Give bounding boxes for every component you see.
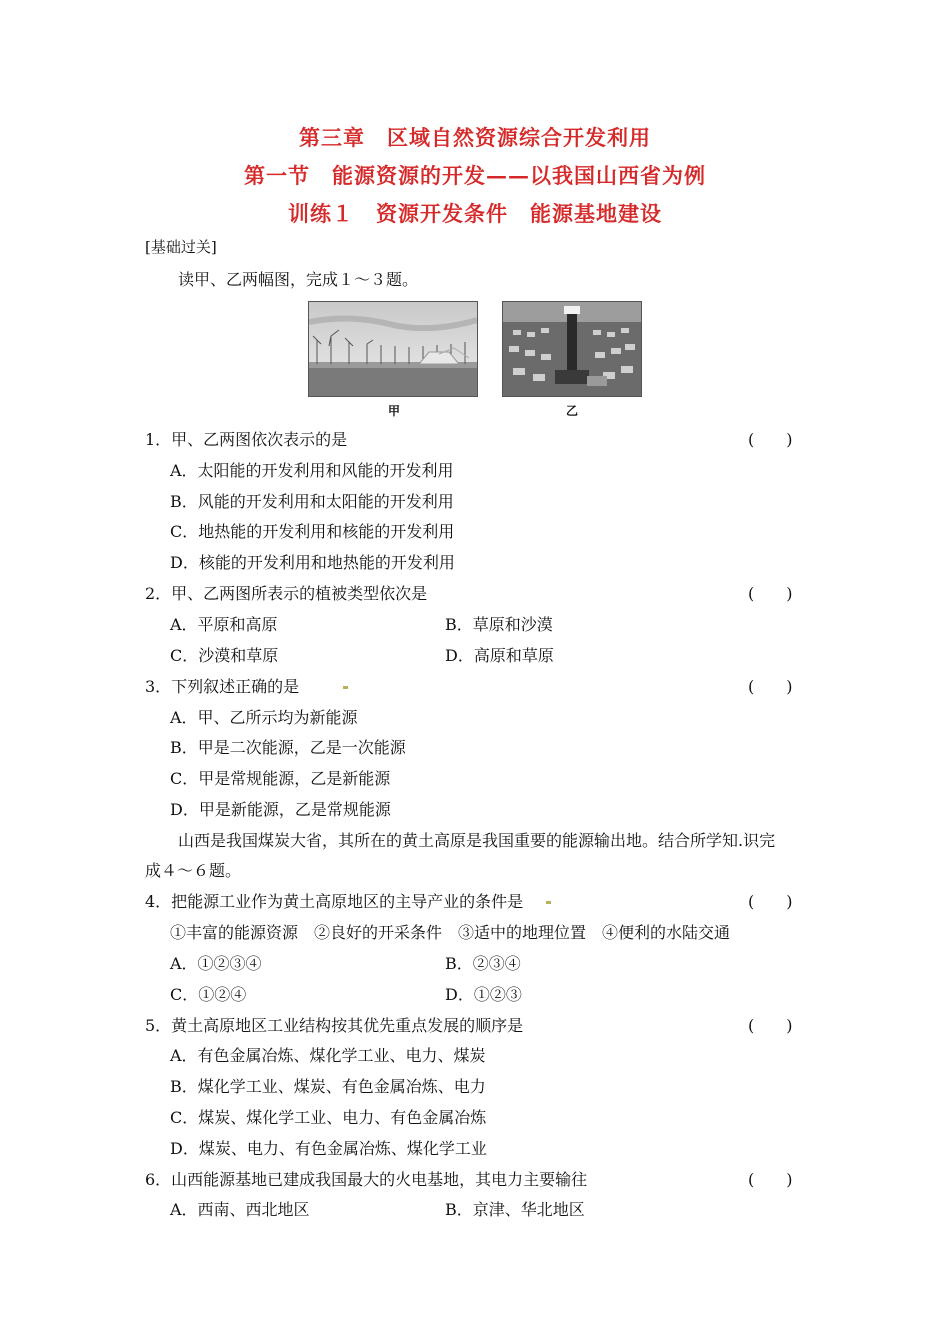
solar-tower-photo [502,301,642,397]
q3-stem: 3．下列叙述正确的是 [145,677,300,696]
intro-1: 读甲、乙两幅图，完成１～３题。 [178,270,419,289]
q5-option-d: D．煤炭、电力、有色金属冶炼、煤化学工业 [170,1139,487,1158]
q6-option-b: B．京津、华北地区 [445,1200,585,1219]
ink-mark [343,686,348,689]
q2-answer-blank: ( ) [748,584,793,603]
q1-option-b: B．风能的开发利用和太阳能的开发利用 [170,492,454,511]
q4-option-d: D．①②③ [445,985,522,1004]
q2-option-c: C．沙漠和草原 [170,646,279,665]
q3-option-c: C．甲是常规能源，乙是新能源 [170,769,391,788]
q2-stem: 2．甲、乙两图所表示的植被类型依次是 [145,584,428,603]
q6-answer-blank: ( ) [748,1170,793,1189]
q1-option-d: D．核能的开发利用和地热能的开发利用 [170,553,455,572]
q1-answer-blank: ( ) [748,430,793,449]
q2-option-a: A．平原和高原 [170,615,278,634]
q4-conditions: ①丰富的能源资源 ②良好的开采条件 ③适中的地理位置 ④便利的水陆交通 [170,923,731,942]
q4-stem: 4．把能源工业作为黄土高原地区的主导产业的条件是 [145,892,524,911]
q4-option-c: C．①②④ [170,985,247,1004]
q6-stem: 6．山西能源基地已建成我国最大的火电基地，其电力主要输往 [145,1170,588,1189]
q4-answer-blank: ( ) [748,892,793,911]
figure-caption-right: 乙 [566,404,579,418]
q3-option-a: A．甲、乙所示均为新能源 [170,708,358,727]
q1-stem: 1．甲、乙两图依次表示的是 [145,430,348,449]
q1-option-c: C．地热能的开发利用和核能的开发利用 [170,522,455,541]
lesson-title: 训练１ 资源开发条件 能源基地建设 [288,201,662,226]
q6-option-a: A．西南、西北地区 [170,1200,310,1219]
intro-2-line-2: 成４～６题。 [145,861,242,880]
q3-option-b: B．甲是二次能源，乙是一次能源 [170,738,406,757]
q3-option-d: D．甲是新能源，乙是常规能源 [170,800,391,819]
q2-option-d: D．高原和草原 [445,646,554,665]
basic-tag: [基础过关] [145,238,217,256]
wind-farm-photo [308,301,478,397]
q5-stem: 5．黄土高原地区工业结构按其优先重点发展的顺序是 [145,1016,524,1035]
q5-option-c: C．煤炭、煤化学工业、电力、有色金属冶炼 [170,1108,487,1127]
ink-mark [546,901,551,904]
q5-option-a: A．有色金属冶炼、煤化学工业、电力、煤炭 [170,1046,486,1065]
q5-answer-blank: ( ) [748,1016,793,1035]
q2-option-b: B．草原和沙漠 [445,615,553,634]
q4-option-a: A．①②③④ [170,954,262,973]
q1-option-a: A．太阳能的开发利用和风能的开发利用 [170,461,454,480]
section-title: 第一节 能源资源的开发——以我国山西省为例 [244,163,706,188]
q3-answer-blank: ( ) [748,677,793,696]
chapter-title: 第三章 区域自然资源综合开发利用 [299,125,651,150]
figure-caption-left: 甲 [388,404,401,418]
q5-option-b: B．煤化学工业、煤炭、有色金属冶炼、电力 [170,1077,486,1096]
q4-option-b: B．②③④ [445,954,521,973]
intro-2-line-1: 山西是我国煤炭大省，其所在的黄土高原是我国重要的能源输出地。结合所学知.识完 [178,831,776,850]
